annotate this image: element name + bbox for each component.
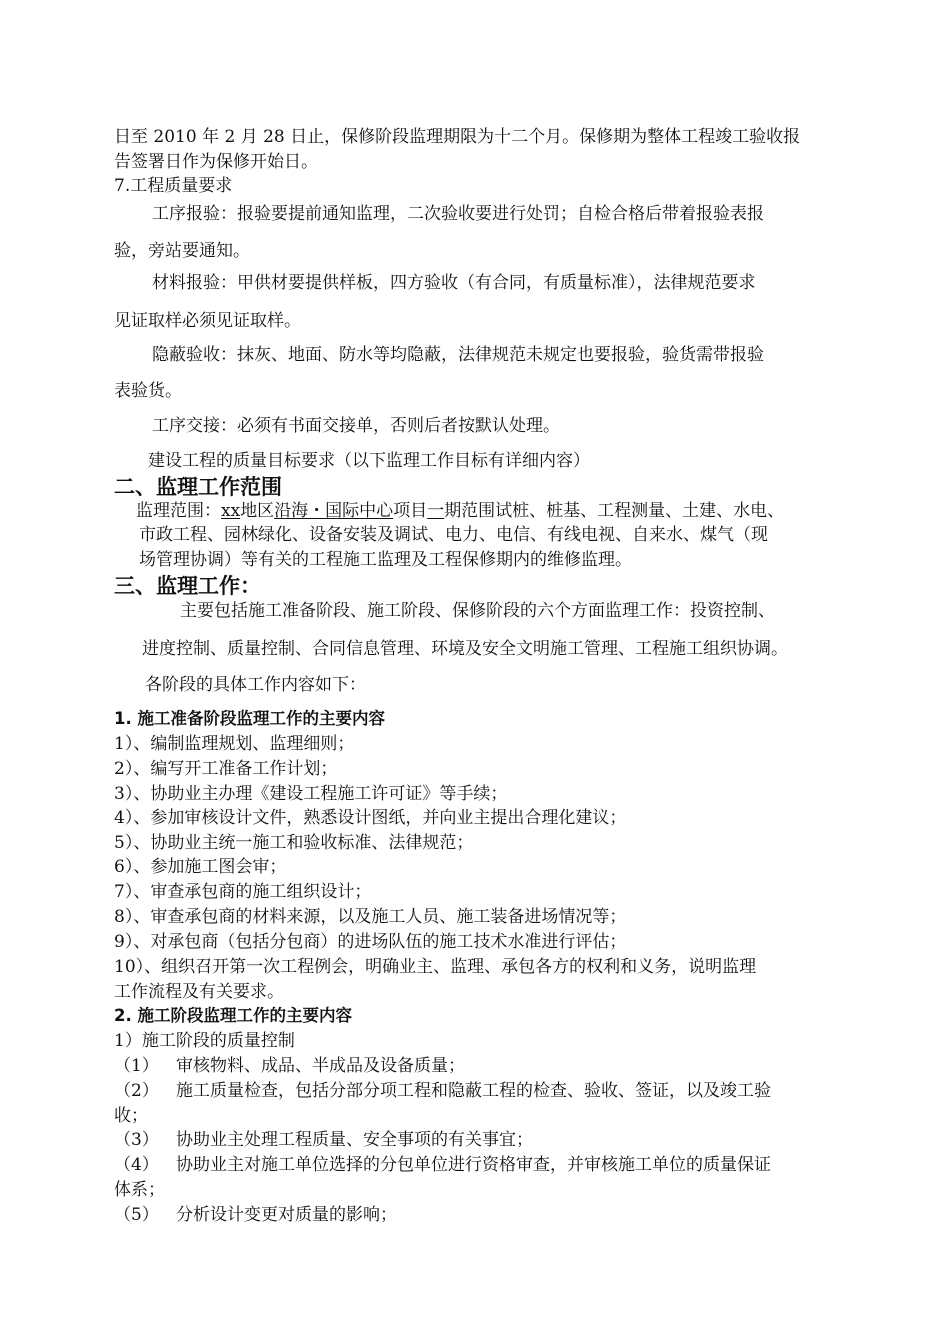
scope-label: 监理范围： bbox=[136, 501, 221, 521]
scope-line-1 bbox=[136, 500, 784, 522]
list-item bbox=[114, 1080, 771, 1102]
list-item-text: 协助业主处理工程质量、安全事项的有关事宜； bbox=[176, 1130, 533, 1150]
list-item bbox=[114, 1055, 465, 1077]
quality-p2-line2: 见证取样必须见证取样。 bbox=[114, 311, 301, 331]
list-item: 10）、组织召开第一次工程例会，明确业主、监理、承包各方的权利和义务，说明监理 bbox=[114, 957, 757, 977]
quality-p3-line2: 表验货。 bbox=[114, 381, 182, 401]
quality-p2-line1: 材料报验：甲供材要提供样板，四方验收（有合同，有质量标准），法律规范要求 bbox=[152, 273, 756, 293]
list-item bbox=[114, 1154, 771, 1176]
list-item-number: （5） bbox=[114, 1205, 159, 1225]
work-heading: 三、监理工作： bbox=[114, 574, 261, 598]
scope-line-3: 场管理协调）等有关的工程施工监理及工程保修期内的维修监理。 bbox=[139, 550, 632, 570]
scope-phase: 一 bbox=[427, 501, 445, 521]
quality-p4: 工序交接：必须有书面交接单，否则后者按默认处理。 bbox=[152, 416, 560, 436]
list-item bbox=[114, 1204, 397, 1226]
list-item-number: （1） bbox=[114, 1056, 159, 1076]
work-para-line3: 各阶段的具体工作内容如下： bbox=[145, 675, 366, 695]
quality-p1-line2: 验，旁站要通知。 bbox=[114, 241, 250, 261]
scope-seg2: 项目 bbox=[393, 501, 428, 521]
list-item-text: 协助业主对施工单位选择的分包单位进行资格审查，并审核施工单位的质量保证 bbox=[176, 1155, 771, 1175]
list-item-text: 施工质量检查，包括分部分项工程和隐蔽工程的检查、验收、签证，以及竣工验 bbox=[176, 1081, 771, 1101]
scope-heading: 二、监理工作范围 bbox=[114, 475, 282, 499]
list-item: 3）、协助业主办理《建设工程施工许可证》等手续； bbox=[114, 784, 508, 804]
quality-p5: 建设工程的质量目标要求（以下监理工作目标有详细内容） bbox=[148, 451, 590, 471]
quality-title: 7.工程质量要求 bbox=[114, 176, 233, 196]
list-item bbox=[114, 1129, 533, 1151]
scope-seg3: 期范围试桩、桩基、工程测量、土建、水电、 bbox=[444, 501, 785, 521]
list-item-number: （2） bbox=[114, 1081, 159, 1101]
work-para-line1: 主要包括施工准备阶段、施工阶段、保修阶段的六个方面监理工作：投资控制、 bbox=[180, 601, 775, 621]
quality-p1-line1: 工序报验：报验要提前通知监理，二次验收要进行处罚；自检合格后带着报验表报 bbox=[152, 204, 764, 224]
construction-sub: 1）施工阶段的质量控制 bbox=[114, 1031, 295, 1051]
list-item: 5）、协助业主统一施工和验收标准、法律规范； bbox=[114, 833, 474, 853]
construction-heading: 2. 施工阶段监理工作的主要内容 bbox=[114, 1006, 352, 1025]
list-item: 6）、参加施工图会审； bbox=[114, 857, 287, 877]
intro-line-2: 告签署日作为保修开始日。 bbox=[114, 152, 318, 172]
list-item-number: （3） bbox=[114, 1130, 159, 1150]
scope-project: 沿海・国际中心 bbox=[274, 501, 394, 521]
list-item: 4）、参加审核设计文件，熟悉设计图纸，并向业主提出合理化建议； bbox=[114, 808, 627, 828]
list-item: 1）、编制监理规划、监理细则； bbox=[114, 734, 355, 754]
prep-heading: 1. 施工准备阶段监理工作的主要内容 bbox=[114, 709, 385, 728]
scope-line-2: 市政工程、园林绿化、设备安装及调试、电力、电信、有线电视、自来水、煤气（现 bbox=[139, 525, 768, 545]
list-item: 7）、审查承包商的施工组织设计； bbox=[114, 882, 372, 902]
list-item: 9）、对承包商（包括分包商）的进场队伍的施工技术水准进行评估； bbox=[114, 932, 627, 952]
list-item: 工作流程及有关要求。 bbox=[114, 982, 284, 1002]
list-item-text: 收； bbox=[114, 1106, 148, 1126]
list-item: 2）、编写开工准备工作计划； bbox=[114, 759, 338, 779]
scope-region: xx bbox=[221, 501, 241, 521]
list-item-continued bbox=[114, 1179, 165, 1201]
list-item-number: （4） bbox=[114, 1155, 159, 1175]
list-item-text: 体系； bbox=[114, 1180, 165, 1200]
quality-p3-line1: 隐蔽验收：抹灰、地面、防水等均隐蔽，法律规范未规定也要报验，验货需带报验 bbox=[152, 345, 764, 365]
list-item-text: 分析设计变更对质量的影响； bbox=[176, 1205, 397, 1225]
list-item-continued bbox=[114, 1105, 148, 1127]
scope-seg1: 地区 bbox=[240, 501, 275, 521]
intro-line-1: 日至 2010 年 2 月 28 日止，保修阶段监理期限为十二个月。保修期为整体工程竣工验收报 bbox=[114, 127, 801, 147]
list-item: 8）、审查承包商的材料来源，以及施工人员、施工装备进场情况等； bbox=[114, 907, 627, 927]
list-item-text: 审核物料、成品、半成品及设备质量； bbox=[176, 1056, 465, 1076]
work-para-line2: 进度控制、质量控制、合同信息管理、环境及安全文明施工管理、工程施工组织协调。 bbox=[142, 639, 788, 659]
